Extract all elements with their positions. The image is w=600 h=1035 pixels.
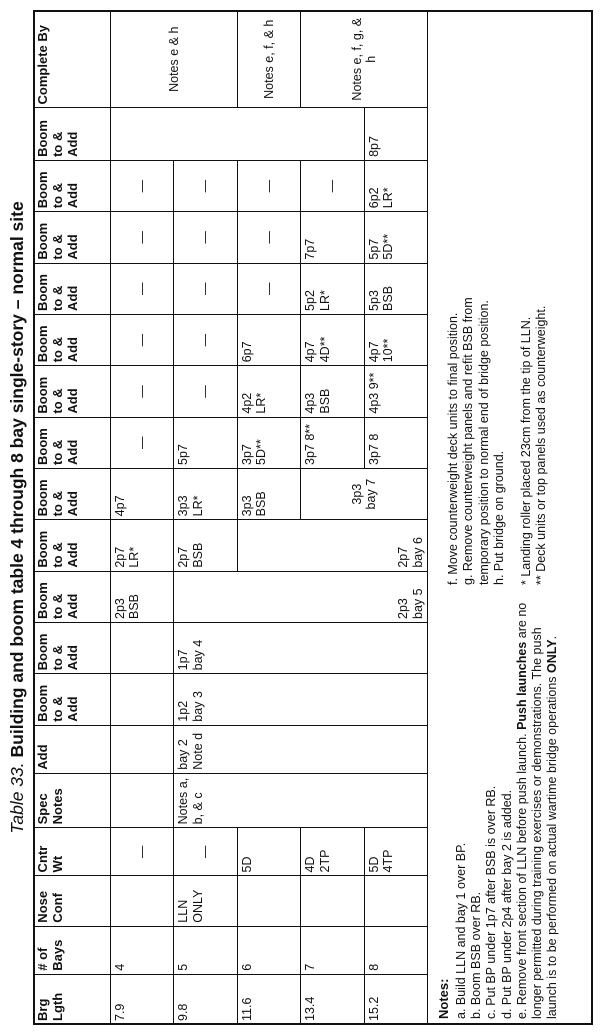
cell-boom: — (111, 212, 174, 263)
cell-nose (237, 876, 300, 926)
cell-boom: — (174, 212, 237, 263)
caption-title: Building and boom table 4 through 8 bay single-story – normal site (7, 201, 27, 758)
cell-boom: 2p7 BSB (174, 520, 237, 571)
header-boom-3: Boom to & Add (34, 571, 111, 622)
cell-boom: — (237, 160, 300, 211)
caption-label: Table 33. (7, 762, 27, 834)
table-row (174, 11, 237, 1025)
cell-boom: 2p3 bay 5 (174, 571, 428, 622)
cell-boom: 4p7 (111, 468, 174, 519)
header-num-bays: # of Bays (34, 926, 111, 974)
header-boom-2: Boom to & Add (34, 623, 111, 674)
cell-boom: — (237, 263, 300, 314)
cell-boom: — (301, 160, 364, 211)
cell-cntr: 5D 4TP (364, 828, 427, 876)
cell-boom: 3p7 5D** (237, 417, 300, 468)
note-e: e. Remove front section of LLN before push launch. Push launches are no longer permitted during training exercises or demonstrations. The push launch is to be performed on actual wartime bridge operations ONLY. (514, 602, 560, 1019)
cell-boom: 5p2 LR* (301, 263, 364, 314)
header-brg-lgth: Brg Lgth (34, 974, 111, 1024)
notes-area (428, 10, 593, 1025)
cell-boom: 1p2 bay 3 (174, 674, 428, 725)
notes-column-left (436, 599, 561, 1019)
cell-brg: 9.8 (174, 974, 237, 1024)
table-row (237, 11, 300, 1025)
header-boom-5: Boom to & Add (34, 468, 111, 519)
note-b: b. Boom BSB over RB. (469, 891, 484, 1019)
header-nose-conf: Nose Conf (34, 876, 111, 926)
cell-boom (111, 674, 174, 725)
note-a: a. Build LLN and bay 1 over BP. (453, 842, 468, 1019)
note-h: h. Put bridge on ground. (491, 450, 506, 585)
cell-boom: 6p2 LR* (364, 160, 427, 211)
cell-boom (111, 623, 174, 674)
cell-boom: — (111, 263, 174, 314)
cell-boom: 5p7 5D** (364, 212, 427, 263)
cell-boom: 8p7 (364, 108, 427, 160)
note-g: g. Remove counterweight panels and refit BSB from temporary position to normal end of bridge position. (461, 297, 491, 585)
cell-nose (111, 876, 174, 926)
cell-cntr: — (174, 828, 237, 876)
cell-nose (301, 876, 364, 926)
cell-boom: — (174, 314, 237, 365)
cell-boom: 2p7 LR* (111, 520, 174, 571)
cell-brg: 11.6 (237, 974, 300, 1024)
cell-boom: 4p2 LR* (237, 366, 300, 417)
cell-boom: 4p3 BSB (301, 366, 364, 417)
table-row (111, 11, 174, 1025)
cell-boom: 3p3 BSB (237, 468, 300, 519)
cell-nose (364, 876, 427, 926)
note-star: * Landing roller placed 23cm from the tip of LLN. (519, 316, 533, 585)
complete-notes-eh: Notes e & h (111, 11, 238, 108)
cell-boom: 3p3 LR* (174, 468, 237, 519)
cell-boom: — (111, 160, 174, 211)
complete-notes-efh: Notes e, f, & h (237, 11, 300, 108)
header-boom-11: Boom to & Add (34, 160, 111, 211)
cell-spec (111, 773, 174, 828)
cell-cntr: 4D 2TP (301, 828, 364, 876)
header-boom-9: Boom to & Add (34, 263, 111, 314)
note-f: f. Move counterweight deck units to final position. (446, 312, 460, 585)
note-d: d. Put BP under 2p4 after bay 2 is added. (499, 789, 514, 1019)
cell-cntr: — (111, 828, 174, 876)
cell-boom-empty (111, 108, 365, 160)
cell-nose: LLN ONLY (174, 876, 237, 926)
header-row (34, 11, 111, 1025)
cell-bays: 5 (174, 926, 237, 974)
cell-brg: 7.9 (111, 974, 174, 1024)
building-boom-table (33, 10, 428, 1025)
cell-add (111, 725, 174, 773)
cell-boom: 3p7 8** (301, 417, 364, 468)
header-complete-by: Complete By (34, 11, 111, 108)
header-spec-notes: Spec Notes (34, 773, 111, 828)
cell-brg: 15.2 (364, 974, 427, 1024)
complete-notes-efgh: Notes e, f, g, & h (301, 11, 428, 108)
cell-boom: 4p7 10** (364, 314, 427, 365)
cell-boom: 1p7 bay 4 (174, 623, 428, 674)
header-boom-6: Boom to & Add (34, 417, 111, 468)
cell-cntr: 5D (237, 828, 300, 876)
cell-brg: 13.4 (301, 974, 364, 1024)
cell-bays: 6 (237, 926, 300, 974)
cell-boom: 5p7 (174, 417, 237, 468)
note-double-star: ** Deck units or top panels used as counterweight. (534, 305, 549, 585)
header-boom-1: Boom to & Add (34, 674, 111, 725)
header-add: Add (34, 725, 111, 773)
notes-column-middle (446, 265, 550, 585)
cell-boom: 5p3 BSB (364, 263, 427, 314)
cell-spec: Notes a, b, & c (174, 773, 428, 828)
cell-boom: 3p3 bay 7 (301, 468, 428, 519)
cell-boom: — (174, 366, 237, 417)
cell-bays: 4 (111, 926, 174, 974)
header-boom-7: Boom to & Add (34, 366, 111, 417)
cell-boom: — (111, 366, 174, 417)
cell-boom: 2p7 bay 6 (237, 520, 427, 571)
cell-boom: — (174, 160, 237, 211)
header-cntr-wt: Cntr Wt (34, 828, 111, 876)
cell-boom: 4p7 4D** (301, 314, 364, 365)
cell-boom: — (111, 417, 174, 468)
cell-bays: 7 (301, 926, 364, 974)
table-row (301, 11, 364, 1025)
header-boom-12: Boom to & Add (34, 108, 111, 160)
cell-boom: 7p7 (301, 212, 364, 263)
header-boom-4: Boom to & Add (34, 520, 111, 571)
header-boom-8: Boom to & Add (34, 314, 111, 365)
cell-boom: 3p7 8 (364, 417, 427, 468)
notes-heading: Notes: (436, 978, 451, 1019)
cell-boom: — (174, 263, 237, 314)
cell-boom: 4p3 9** (364, 366, 427, 417)
cell-bays: 8 (364, 926, 427, 974)
note-c: c. Put BP under 1p7 after BSB is over RB. (484, 785, 499, 1019)
cell-add: bay 2 Note d (174, 725, 428, 773)
cell-boom: — (111, 314, 174, 365)
cell-boom: 6p7 (237, 314, 300, 365)
cell-boom: 2p3 BSB (111, 571, 174, 622)
cell-boom: — (237, 212, 300, 263)
table-caption (2, 0, 32, 1035)
header-boom-10: Boom to & Add (34, 212, 111, 263)
